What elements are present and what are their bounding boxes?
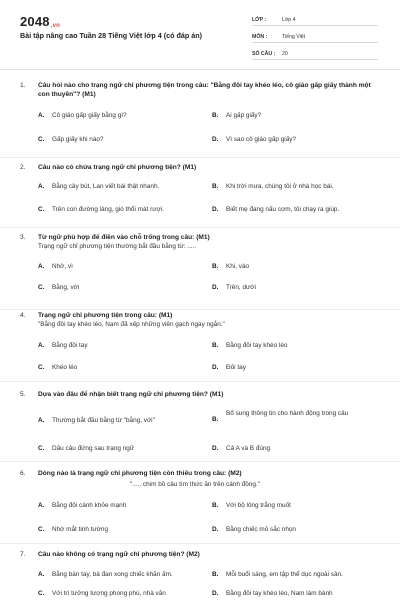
- question-subtext: Trạng ngữ chỉ phương tiện thường bắt đầu bằng từ: .....: [38, 243, 197, 250]
- option-d[interactable]: [212, 206, 376, 215]
- question-text: Từ ngữ phù hợp để điền vào chỗ trống trong câu: (M1): [38, 234, 210, 241]
- question-subtext: "..... chim bồ câu tìm thức ăn trên cánh đồng.": [130, 481, 260, 488]
- question-item: [0, 462, 400, 544]
- option-letter: C.: [38, 445, 45, 452]
- option-letter: B.: [212, 112, 219, 119]
- meta-row-class: [252, 12, 378, 26]
- option-c[interactable]: [38, 364, 202, 373]
- option-text: Bổ sung thông tin cho hành động trong câu: [226, 410, 349, 417]
- option-letter: B.: [212, 502, 219, 509]
- question-text: Câu nào có chứa trạng ngữ chỉ phương tiện? (M1): [38, 164, 197, 171]
- question-number: 3.: [20, 234, 26, 241]
- option-b[interactable]: [212, 263, 376, 272]
- option-a[interactable]: [38, 183, 202, 192]
- option-text: Mỗi buổi sáng, em tập thể dục ngoài sân.: [226, 571, 343, 578]
- option-d[interactable]: [212, 526, 376, 535]
- question-text: Câu nào không có trạng ngữ chỉ phương tiện? (M2): [38, 551, 200, 558]
- option-text: Đôi tay: [226, 364, 246, 371]
- question-number: 1.: [20, 82, 26, 89]
- question-item: [0, 382, 400, 462]
- option-letter: B.: [212, 183, 219, 190]
- question-header: [20, 470, 378, 479]
- question-header: [20, 82, 378, 100]
- meta-value: Tiếng Việt: [282, 34, 306, 40]
- option-letter: C.: [38, 284, 45, 291]
- meta-label: SỐ CÂU :: [252, 51, 276, 57]
- option-letter: D.: [212, 206, 219, 213]
- option-a[interactable]: [38, 417, 202, 426]
- option-letter: D.: [212, 284, 219, 291]
- option-letter: B.: [212, 342, 219, 349]
- meta-table: [252, 12, 378, 63]
- option-d[interactable]: [212, 364, 376, 373]
- meta-label: LỚP :: [252, 17, 267, 23]
- option-text: Khi trời mưa, chúng tôi ở nhà học bài.: [226, 183, 334, 190]
- option-letter: B.: [212, 263, 219, 270]
- option-text: Khi, vào: [226, 263, 250, 270]
- question-item: [0, 310, 400, 382]
- option-letter: D.: [212, 590, 219, 597]
- question-header: [20, 164, 378, 173]
- option-c[interactable]: [38, 136, 202, 145]
- option-a[interactable]: [38, 342, 202, 351]
- logo-main: 2048: [20, 14, 50, 29]
- option-b[interactable]: [212, 410, 376, 425]
- option-a[interactable]: [38, 263, 202, 272]
- option-a[interactable]: [38, 502, 202, 511]
- option-text: Bằng cây bút, Lan viết bài thật nhanh.: [52, 183, 160, 190]
- option-c[interactable]: [38, 445, 202, 454]
- question-text: Câu hỏi nào cho trạng ngữ chỉ phương tiện trong câu: "Bằng đôi tay khéo léo, cô giáo gấp giấy thành một con thuyền"? (M1): [38, 82, 371, 98]
- meta-row-subject: [252, 29, 378, 43]
- question-header: [20, 551, 378, 560]
- site-logo[interactable]: [20, 14, 60, 29]
- question-header: [20, 234, 378, 243]
- option-text: Bằng đôi tay khéo léo: [226, 342, 288, 349]
- question-number: 2.: [20, 164, 26, 171]
- question-header: [20, 312, 378, 321]
- option-letter: C.: [38, 526, 45, 533]
- option-letter: B.: [212, 571, 219, 578]
- option-text: Nhờ, vì: [52, 263, 73, 270]
- option-c[interactable]: [38, 206, 202, 215]
- option-letter: C.: [38, 590, 45, 597]
- question-item: [0, 228, 400, 310]
- option-b[interactable]: [212, 571, 391, 580]
- option-text: Vì sao cô giáo gấp giấy?: [226, 136, 296, 143]
- question-item: [0, 70, 400, 158]
- option-c[interactable]: [38, 284, 202, 293]
- option-text: Với trí tưởng tượng phong phú, nhà văn: [52, 590, 166, 597]
- option-text: Với bộ lông trắng muốt: [226, 502, 291, 509]
- option-letter: C.: [38, 136, 45, 143]
- question-header: [20, 391, 378, 400]
- option-b[interactable]: [212, 112, 376, 121]
- option-letter: A.: [38, 417, 45, 424]
- option-text: Bằng chiếc mỏ sắc nhọn: [226, 526, 296, 533]
- option-letter: A.: [38, 502, 45, 509]
- option-b[interactable]: [212, 183, 376, 192]
- page-title: Bài tập nâng cao Tuần 28 Tiếng Việt lớp 4 (có đáp án): [20, 31, 203, 40]
- option-letter: A.: [38, 263, 45, 270]
- option-text: Cả A và B đúng: [226, 445, 271, 452]
- option-letter: A.: [38, 571, 45, 578]
- option-text: Bằng bàn tay, bà đan xong chiếc khăn ấm.: [52, 571, 173, 578]
- question-text: Dòng nào là trạng ngữ chỉ phương tiện còn thiếu trong câu: (M2): [38, 470, 242, 477]
- option-letter: D.: [212, 445, 219, 452]
- option-b[interactable]: [212, 502, 376, 511]
- option-letter: B.: [212, 416, 219, 423]
- question-item: [0, 158, 400, 228]
- option-d[interactable]: [212, 590, 376, 599]
- option-text: Bằng đôi cánh khỏe mạnh: [52, 502, 127, 509]
- option-b[interactable]: [212, 342, 376, 351]
- option-text: Trên, dưới: [226, 284, 256, 291]
- option-d[interactable]: [212, 445, 376, 454]
- option-letter: D.: [212, 526, 219, 533]
- question-number: 6.: [20, 470, 26, 477]
- option-letter: C.: [38, 206, 45, 213]
- option-text: Bằng đôi tay: [52, 342, 88, 349]
- option-d[interactable]: [212, 136, 376, 145]
- option-a[interactable]: [38, 112, 202, 121]
- option-text: Cô giáo gấp giấy bằng gì?: [52, 112, 127, 119]
- option-text: Ai gấp giấy?: [226, 112, 262, 119]
- option-c[interactable]: [38, 590, 202, 599]
- question-subtext: "Bằng đôi tay khéo léo, Nam đã xếp những viên gạch ngay ngắn.": [38, 321, 225, 328]
- question-text: Trạng ngữ chỉ phương tiện trong câu: (M1): [38, 312, 173, 319]
- option-letter: A.: [38, 183, 45, 190]
- option-a[interactable]: [38, 571, 212, 580]
- question-number: 4.: [20, 312, 26, 319]
- option-letter: C.: [38, 364, 45, 371]
- option-letter: D.: [212, 364, 219, 371]
- option-letter: D.: [212, 136, 219, 143]
- question-number: 5.: [20, 391, 26, 398]
- option-letter: A.: [38, 112, 45, 119]
- meta-value: 20: [282, 51, 288, 57]
- option-d[interactable]: [212, 284, 376, 293]
- option-text: Dấu câu đứng sau trạng ngữ: [52, 445, 135, 452]
- option-letter: A.: [38, 342, 45, 349]
- option-text: Khéo léo: [52, 364, 78, 371]
- question-item: [0, 544, 400, 600]
- meta-value: Lớp 4: [282, 17, 296, 23]
- meta-label: MÔN :: [252, 34, 268, 40]
- option-text: Biết mẹ đang nấu cơm, tôi chạy ra giúp.: [226, 206, 340, 213]
- option-text: Nhờ mắt tinh tường: [52, 526, 108, 533]
- document-header: [0, 0, 400, 70]
- option-text: Bằng, với: [52, 284, 80, 291]
- option-text: Thường bắt đầu bằng từ "bằng, với": [52, 417, 155, 424]
- meta-row-count: [252, 46, 378, 60]
- option-text: Gấp giấy khi nào?: [52, 136, 104, 143]
- logo-suffix: .vn: [50, 23, 61, 29]
- option-text: Bằng đôi tay khéo léo, Nam làm bánh: [226, 590, 333, 597]
- question-number: 7.: [20, 551, 26, 558]
- option-text: Trên con đường làng, gió thổi mát rượi.: [52, 206, 164, 213]
- option-c[interactable]: [38, 526, 202, 535]
- question-text: Dựa vào đâu để nhận biết trạng ngữ chỉ phương tiện? (M1): [38, 391, 224, 398]
